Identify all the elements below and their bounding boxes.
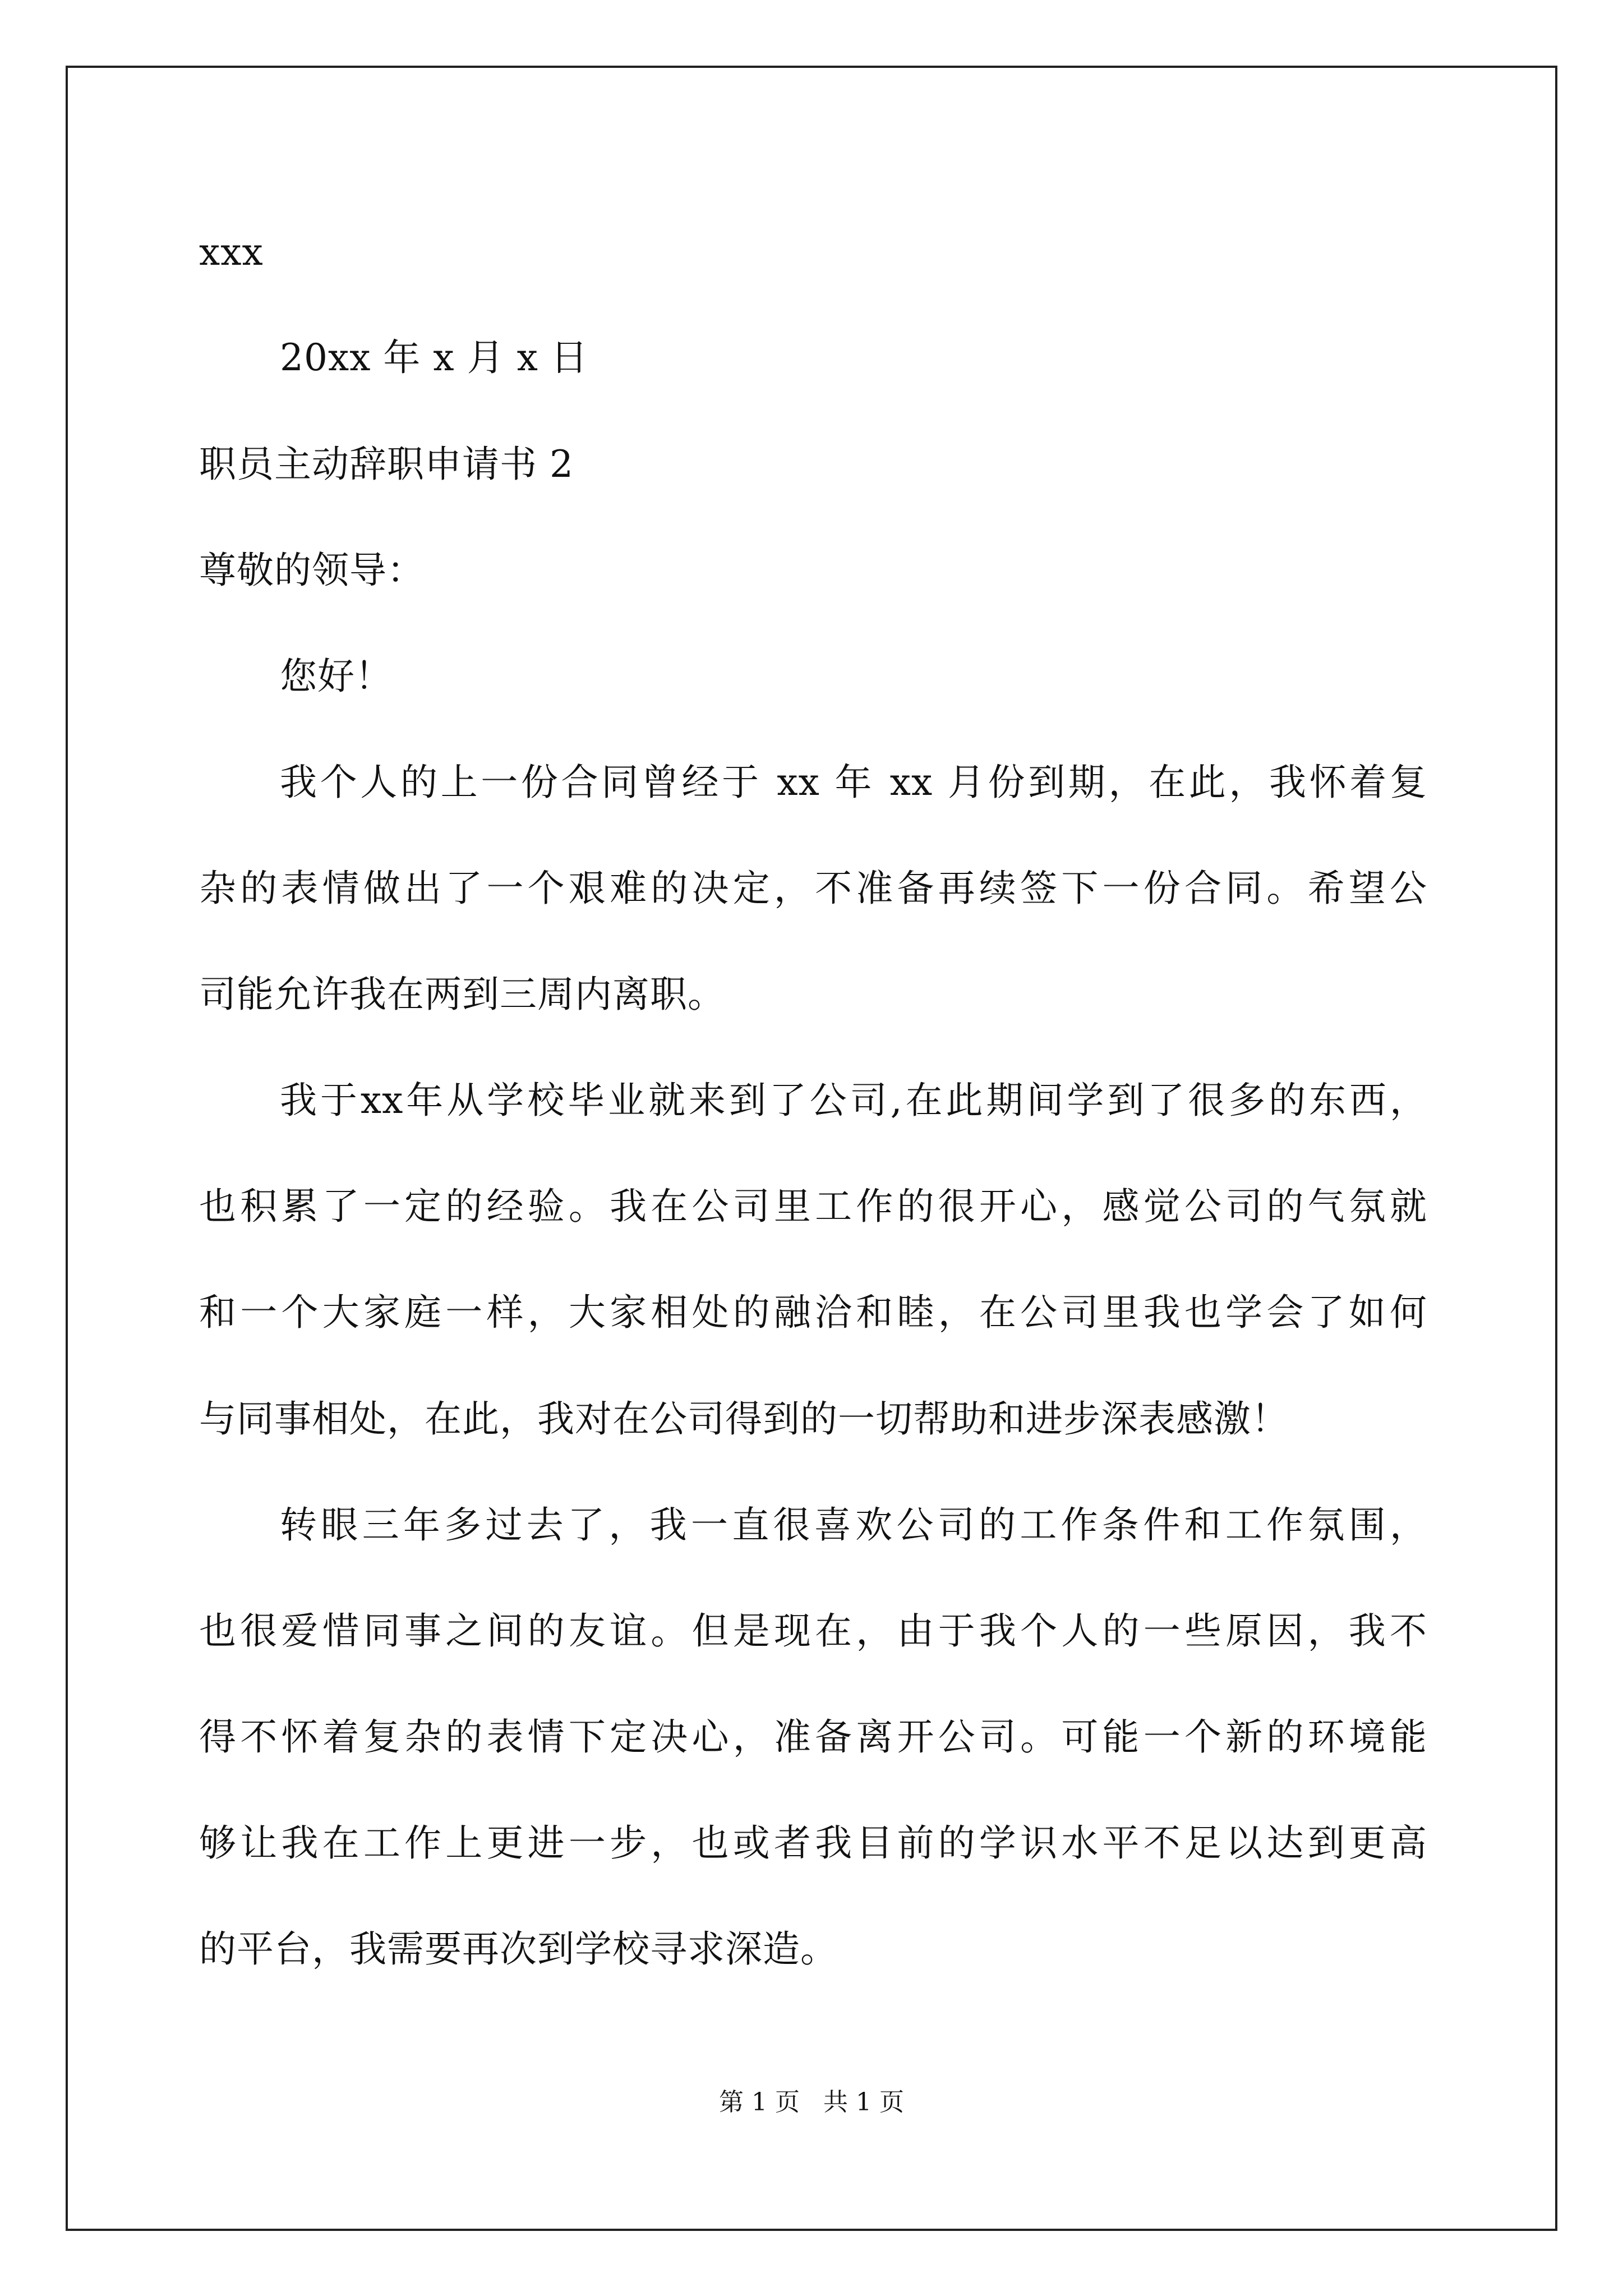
paragraph-3-line-2: 也很爱惜同事之间的友谊。但是现在，由于我个人的一些原因，我不 <box>199 1609 1427 1653</box>
paragraph-2-line-3: 和一个大家庭一样，大家相处的融洽和睦，在公司里我也学会了如何 <box>199 1291 1427 1334</box>
paragraph-1-line-3: 司能允许我在两到三周内离职。 <box>199 973 725 1016</box>
page-border <box>66 66 1557 2231</box>
document-title: 职员主动辞职申请书 2 <box>199 443 574 486</box>
greeting: 您好！ <box>280 655 393 698</box>
paragraph-1-line-2: 杂的表情做出了一个艰难的决定，不准备再续签下一份合同。希望公 <box>199 867 1427 910</box>
paragraph-2-line-4: 与同事相处，在此，我对在公司得到的一切帮助和进步深表感激！ <box>199 1397 1289 1441</box>
salutation: 尊敬的领导： <box>199 549 425 592</box>
signature: xxx <box>199 231 264 274</box>
paragraph-3-line-5: 的平台，我需要再次到学校寻求深造。 <box>199 1927 838 1971</box>
paragraph-2-line-2: 也积累了一定的经验。我在公司里工作的很开心，感觉公司的气氛就 <box>199 1185 1427 1228</box>
paragraph-3-line-4: 够让我在工作上更进一步，也或者我目前的学识水平不足以达到更高 <box>199 1821 1427 1865</box>
paragraph-1-line-1: 我个人的上一份合同曾经于 xx 年 xx 月份到期，在此，我怀着复 <box>280 761 1427 804</box>
page-footer: 第 1 页 共 1 页 <box>719 2088 904 2116</box>
paragraph-3-line-1: 转眼三年多过去了，我一直很喜欢公司的工作条件和工作氛围， <box>280 1503 1427 1547</box>
paragraph-2-line-1: 我于xx年从学校毕业就来到了公司,在此期间学到了很多的东西， <box>280 1079 1427 1122</box>
paragraph-3-line-3: 得不怀着复杂的表情下定决心，准备离开公司。可能一个新的环境能 <box>199 1715 1427 1759</box>
date: 20xx 年 x 月 x 日 <box>280 336 588 379</box>
